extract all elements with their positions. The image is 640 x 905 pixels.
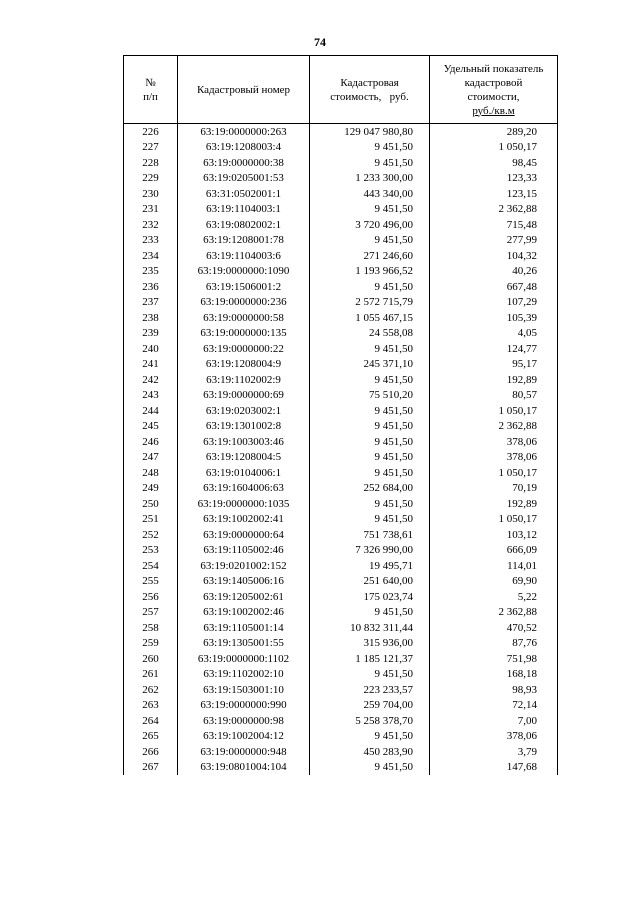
specific-index: 98,93 (430, 682, 558, 698)
cadastral-number: 63:19:1104003:6 (178, 248, 310, 264)
table-row (124, 419, 558, 435)
table-row (124, 465, 558, 481)
cadastral-value: 251 640,00 (310, 574, 430, 590)
row-number: 267 (124, 760, 178, 776)
specific-index: 1 050,17 (430, 465, 558, 481)
cadastral-value: 129 047 980,80 (310, 124, 430, 140)
row-number: 231 (124, 202, 178, 218)
cadastral-number: 63:19:0000000:58 (178, 310, 310, 326)
cadastral-value: 9 451,50 (310, 233, 430, 249)
table-row (124, 233, 558, 249)
table-row (124, 744, 558, 760)
table-row (124, 124, 558, 140)
table-row (124, 543, 558, 559)
cadastral-value: 9 451,50 (310, 202, 430, 218)
row-number: 258 (124, 620, 178, 636)
row-number: 264 (124, 713, 178, 729)
table-row (124, 264, 558, 280)
table-row (124, 357, 558, 373)
cadastral-number: 63:19:1305001:55 (178, 636, 310, 652)
cadastral-number: 63:19:1003003:46 (178, 434, 310, 450)
row-number: 252 (124, 527, 178, 543)
specific-index: 114,01 (430, 558, 558, 574)
row-number: 241 (124, 357, 178, 373)
row-number: 245 (124, 419, 178, 435)
cadastral-number: 63:19:1604006:63 (178, 481, 310, 497)
specific-index: 98,45 (430, 155, 558, 171)
cadastral-value: 9 451,50 (310, 760, 430, 776)
table-row (124, 698, 558, 714)
cadastral-number: 63:19:1102002:9 (178, 372, 310, 388)
cadastral-value: 9 451,50 (310, 279, 430, 295)
table-row (124, 496, 558, 512)
table-row (124, 527, 558, 543)
row-number: 226 (124, 124, 178, 140)
table-row (124, 434, 558, 450)
row-number: 251 (124, 512, 178, 528)
row-number: 262 (124, 682, 178, 698)
cadastral-value: 223 233,57 (310, 682, 430, 698)
row-number: 257 (124, 605, 178, 621)
cadastral-value: 252 684,00 (310, 481, 430, 497)
specific-index: 95,17 (430, 357, 558, 373)
specific-index: 378,06 (430, 729, 558, 745)
cadastral-number: 63:19:0000000:1035 (178, 496, 310, 512)
specific-index: 5,22 (430, 589, 558, 605)
cadastral-value: 9 451,50 (310, 403, 430, 419)
header-specific-index (430, 56, 558, 124)
row-number: 227 (124, 140, 178, 156)
cadastral-number: 63:19:1205002:61 (178, 589, 310, 605)
cadastral-number: 63:19:1301002:8 (178, 419, 310, 435)
cadastral-number: 63:31:0502001:1 (178, 186, 310, 202)
cadastral-value: 9 451,50 (310, 465, 430, 481)
cadastral-value: 9 451,50 (310, 512, 430, 528)
table-row (124, 729, 558, 745)
specific-index: 87,76 (430, 636, 558, 652)
specific-index: 123,15 (430, 186, 558, 202)
cadastral-value: 1 193 966,52 (310, 264, 430, 280)
cadastral-number: 63:19:0205001:53 (178, 171, 310, 187)
row-number: 230 (124, 186, 178, 202)
table-row (124, 682, 558, 698)
row-number: 238 (124, 310, 178, 326)
cadastral-value: 9 451,50 (310, 140, 430, 156)
cadastral-value: 19 495,71 (310, 558, 430, 574)
table-row (124, 651, 558, 667)
row-number: 235 (124, 264, 178, 280)
cadastral-value: 450 283,90 (310, 744, 430, 760)
cadastral-value: 10 832 311,44 (310, 620, 430, 636)
cadastral-value: 24 558,08 (310, 326, 430, 342)
table-row (124, 186, 558, 202)
specific-index: 147,68 (430, 760, 558, 776)
specific-index: 666,09 (430, 543, 558, 559)
cadastral-number: 63:19:0201002:152 (178, 558, 310, 574)
cadastral-number: 63:19:0801004:104 (178, 760, 310, 776)
row-number: 237 (124, 295, 178, 311)
specific-index: 470,52 (430, 620, 558, 636)
row-number: 254 (124, 558, 178, 574)
cadastral-number: 63:19:1405006:16 (178, 574, 310, 590)
cadastral-number: 63:19:1002002:41 (178, 512, 310, 528)
specific-index: 715,48 (430, 217, 558, 233)
table-row (124, 310, 558, 326)
cadastral-value: 9 451,50 (310, 419, 430, 435)
cadastral-number: 63:19:1104003:1 (178, 202, 310, 218)
cadastral-number: 63:19:1208001:78 (178, 233, 310, 249)
cadastral-value: 9 451,50 (310, 605, 430, 621)
cadastral-value: 751 738,61 (310, 527, 430, 543)
cadastral-number: 63:19:1208004:9 (178, 357, 310, 373)
header-cadastral-number-label: Кадастровый номер (196, 83, 291, 96)
header-row (124, 56, 558, 124)
specific-index: 277,99 (430, 233, 558, 249)
specific-index: 3,79 (430, 744, 558, 760)
cadastral-value: 9 451,50 (310, 372, 430, 388)
header-cadastral-value (310, 56, 430, 124)
specific-index: 192,89 (430, 496, 558, 512)
specific-index: 378,06 (430, 434, 558, 450)
row-number: 229 (124, 171, 178, 187)
table-row (124, 760, 558, 776)
cadastral-number: 63:19:0000000:990 (178, 698, 310, 714)
cadastral-value: 175 023,74 (310, 589, 430, 605)
table-row (124, 620, 558, 636)
row-number: 261 (124, 667, 178, 683)
row-number: 256 (124, 589, 178, 605)
cadastral-number: 63:19:0000000:236 (178, 295, 310, 311)
row-number: 232 (124, 217, 178, 233)
cadastral-value: 9 451,50 (310, 434, 430, 450)
cadastral-value: 75 510,20 (310, 388, 430, 404)
header-number-line1: № (145, 76, 156, 89)
cadastral-number: 63:19:1102002:10 (178, 667, 310, 683)
specific-index: 70,19 (430, 481, 558, 497)
specific-index: 80,57 (430, 388, 558, 404)
header-cadastral-value-line2: стоимость, руб. (330, 90, 409, 103)
table-row (124, 605, 558, 621)
cadastral-number: 63:19:1105001:14 (178, 620, 310, 636)
table-row (124, 574, 558, 590)
cadastral-number: 63:19:1002002:46 (178, 605, 310, 621)
table-row (124, 713, 558, 729)
cadastral-number: 63:19:1208003:4 (178, 140, 310, 156)
table-row (124, 295, 558, 311)
specific-index: 4,05 (430, 326, 558, 342)
page-number: 74 (314, 35, 326, 49)
cadastral-value: 1 055 467,15 (310, 310, 430, 326)
table-row (124, 589, 558, 605)
specific-index: 1 050,17 (430, 140, 558, 156)
table-row (124, 341, 558, 357)
cadastral-number: 63:19:0000000:64 (178, 527, 310, 543)
cadastral-number: 63:19:1002004:12 (178, 729, 310, 745)
cadastral-number: 63:19:0000000:38 (178, 155, 310, 171)
row-number: 260 (124, 651, 178, 667)
cadastral-number: 63:19:0000000:1090 (178, 264, 310, 280)
header-cadastral-value-line1: Кадастровая (340, 76, 399, 89)
cadastral-value: 3 720 496,00 (310, 217, 430, 233)
cadastral-number: 63:19:0000000:1102 (178, 651, 310, 667)
row-number: 244 (124, 403, 178, 419)
specific-index: 103,12 (430, 527, 558, 543)
table-row (124, 636, 558, 652)
cadastral-number: 63:19:1105002:46 (178, 543, 310, 559)
cadastral-value: 9 451,50 (310, 155, 430, 171)
table-row (124, 388, 558, 404)
cadastral-value: 2 572 715,79 (310, 295, 430, 311)
specific-index: 1 050,17 (430, 403, 558, 419)
specific-index: 40,26 (430, 264, 558, 280)
specific-index: 124,77 (430, 341, 558, 357)
cadastral-value: 1 233 300,00 (310, 171, 430, 187)
cadastral-value: 7 326 990,00 (310, 543, 430, 559)
cadastral-number: 63:19:0000000:135 (178, 326, 310, 342)
cadastral-value: 315 936,00 (310, 636, 430, 652)
cadastral-value: 259 704,00 (310, 698, 430, 714)
cadastral-number: 63:19:1503001:10 (178, 682, 310, 698)
row-number: 263 (124, 698, 178, 714)
specific-index: 72,14 (430, 698, 558, 714)
row-number: 247 (124, 450, 178, 466)
table-row (124, 140, 558, 156)
cadastral-value: 9 451,50 (310, 729, 430, 745)
specific-index: 751,98 (430, 651, 558, 667)
row-number: 228 (124, 155, 178, 171)
table-row (124, 217, 558, 233)
header-number (124, 56, 178, 124)
specific-index: 2 362,88 (430, 605, 558, 621)
row-number: 236 (124, 279, 178, 295)
row-number: 266 (124, 744, 178, 760)
cadastral-number: 63:19:0000000:948 (178, 744, 310, 760)
specific-index: 69,90 (430, 574, 558, 590)
table-header (124, 56, 558, 124)
table-row (124, 450, 558, 466)
header-specific-index-line4: руб./кв.м (472, 104, 515, 117)
cadastral-value: 245 371,10 (310, 357, 430, 373)
row-number: 243 (124, 388, 178, 404)
table-row (124, 202, 558, 218)
cadastral-number: 63:19:1506001:2 (178, 279, 310, 295)
cadastral-number: 63:19:0802002:1 (178, 217, 310, 233)
specific-index: 105,39 (430, 310, 558, 326)
header-specific-index-line2: кадастровой (464, 76, 523, 89)
table-body (124, 124, 558, 776)
cadastral-number: 63:19:0000000:263 (178, 124, 310, 140)
table-row (124, 558, 558, 574)
specific-index: 2 362,88 (430, 202, 558, 218)
cadastral-table (123, 55, 558, 775)
specific-index: 667,48 (430, 279, 558, 295)
row-number: 240 (124, 341, 178, 357)
cadastral-value: 9 451,50 (310, 667, 430, 683)
table-row (124, 481, 558, 497)
cadastral-value: 9 451,50 (310, 496, 430, 512)
table-row (124, 403, 558, 419)
row-number: 242 (124, 372, 178, 388)
cadastral-value: 5 258 378,70 (310, 713, 430, 729)
specific-index: 104,32 (430, 248, 558, 264)
table-row (124, 171, 558, 187)
row-number: 249 (124, 481, 178, 497)
specific-index: 107,29 (430, 295, 558, 311)
cadastral-number: 63:19:0000000:69 (178, 388, 310, 404)
cadastral-value: 1 185 121,37 (310, 651, 430, 667)
row-number: 265 (124, 729, 178, 745)
specific-index: 1 050,17 (430, 512, 558, 528)
specific-index: 2 362,88 (430, 419, 558, 435)
cadastral-value: 9 451,50 (310, 450, 430, 466)
table-row (124, 372, 558, 388)
specific-index: 168,18 (430, 667, 558, 683)
header-specific-index-line3: стоимости, (467, 90, 520, 103)
row-number: 259 (124, 636, 178, 652)
cadastral-number: 63:19:1208004:5 (178, 450, 310, 466)
row-number: 246 (124, 434, 178, 450)
table-row (124, 155, 558, 171)
specific-index: 378,06 (430, 450, 558, 466)
specific-index: 123,33 (430, 171, 558, 187)
row-number: 255 (124, 574, 178, 590)
specific-index: 192,89 (430, 372, 558, 388)
row-number: 253 (124, 543, 178, 559)
row-number: 239 (124, 326, 178, 342)
cadastral-value: 443 340,00 (310, 186, 430, 202)
header-cadastral-number (178, 56, 310, 124)
table-row (124, 512, 558, 528)
row-number: 248 (124, 465, 178, 481)
table-row (124, 248, 558, 264)
cadastral-number: 63:19:0000000:22 (178, 341, 310, 357)
cadastral-value: 271 246,60 (310, 248, 430, 264)
row-number: 250 (124, 496, 178, 512)
table-row (124, 279, 558, 295)
row-number: 234 (124, 248, 178, 264)
table-row (124, 326, 558, 342)
cadastral-number: 63:19:0104006:1 (178, 465, 310, 481)
cadastral-number: 63:19:0203002:1 (178, 403, 310, 419)
cadastral-value: 9 451,50 (310, 341, 430, 357)
header-specific-index-line1: Удельный показатель (443, 62, 544, 75)
row-number: 233 (124, 233, 178, 249)
specific-index: 7,00 (430, 713, 558, 729)
specific-index: 289,20 (430, 124, 558, 140)
table-row (124, 667, 558, 683)
header-number-line2: п/п (143, 90, 158, 103)
cadastral-number: 63:19:0000000:98 (178, 713, 310, 729)
